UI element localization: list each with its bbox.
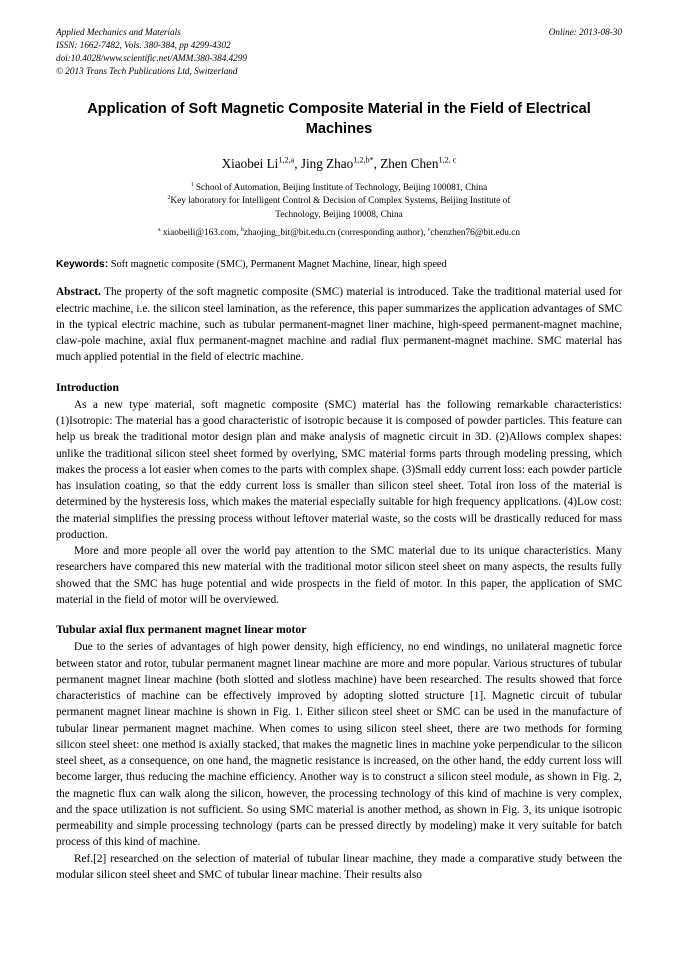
- affiliations: [56, 182, 622, 222]
- keywords-block: [56, 258, 622, 273]
- author-2-name: Jing Zhao: [300, 155, 354, 171]
- affiliation-line-2: [56, 195, 622, 208]
- author-1-name: Xiaobei Li: [221, 155, 279, 171]
- section-heading-tubular-motor: Tubular axial flux permanent magnet linear motor: [56, 623, 307, 637]
- abstract-block: [56, 284, 622, 365]
- author-1-affil-marker: 1,2,a: [278, 155, 295, 165]
- email-3: chenzhen76@bit.edu.cn: [430, 228, 521, 239]
- email-marker-a: a: [157, 227, 161, 234]
- author-3-name: Zhen Chen: [380, 155, 439, 171]
- abstract-label: Abstract.: [56, 286, 101, 299]
- keywords-text: Soft magnetic composite (SMC), Permanent Magnet Machine, linear, high speed: [108, 258, 447, 270]
- abstract-text: The property of the soft magnetic composite (SMC) material is introduced. Take the traditional material used for electric machine, i.e. the silicon steel lamination, as the reference, this paper summarizes the application advantages of SMC in the typical electric machine, such as tubular permanent-magnet liner machine, high-speed permanent-magnet machine, claw-pole machine, axial flux permanent-magnet machine and radial flux permanent-magnet machine. SMC material has much applied potential in the field of electric machine.: [56, 286, 622, 364]
- author-separator-1: ,: [294, 155, 301, 171]
- affiliation-text-1: School of Automation, Beijing Institute of Technology, Beijing 100081, China: [193, 182, 488, 193]
- journal-issn: ISSN: 1662-7482, Vols. 380-384, pp 4299-4302: [56, 40, 231, 51]
- journal-name: Applied Mechanics and Materials: [56, 27, 181, 37]
- email-marker-c: c: [427, 227, 431, 234]
- email-1: xiaobeili@163.com,: [160, 228, 241, 239]
- journal-doi: doi:10.4028/www.scientific.net/AMM.380-384.4299: [56, 53, 247, 64]
- author-3-affil-marker: 1,2, c: [438, 155, 457, 165]
- page-title: Application of Soft Magnetic Composite Material in the Field of Electrical Machines: [87, 101, 591, 137]
- author-2-affil-marker: 1,2,b*: [353, 155, 374, 165]
- affiliation-line-3: Technology, Beijing 10008, China: [275, 209, 403, 220]
- affiliation-line-1: [56, 182, 622, 195]
- affiliation-marker-2: 2: [167, 195, 171, 202]
- keywords-label: Keywords:: [56, 258, 109, 270]
- author-list: [56, 155, 622, 172]
- email-2: zhaojing_bit@bit.edu.cn (corresponding author),: [243, 228, 428, 239]
- author-emails: [56, 227, 622, 240]
- online-date: Online: 2013-08-30: [548, 27, 622, 37]
- affiliation-text-2: Key laboratory for Intelligent Control & Decision of Complex Systems, Beijing Institute of: [170, 196, 511, 207]
- email-marker-b: b: [240, 227, 244, 234]
- author-separator-2: ,: [373, 155, 381, 171]
- paragraph: Ref.[2] researched on the selection of material of tubular linear machine, they made a comparative study between the modular silicon steel sheet and SMC of tubular linear machine. Their results also: [56, 852, 622, 881]
- affiliation-marker-1: 1: [190, 181, 194, 188]
- paragraph: Due to the series of advantages of high power density, high efficiency, no end windings, no unilateral magnetic force between stator and rotor, tubular permanent magnet linear machine are more and more popular. Various structures of tubular permanent magnet linear machine (both slotted and slotless machine) have been researched. The results showed that force characteristics of machine can be effectively improved by adopting slotted structure [1]. Magnetic circuit of tubular permanent magnet linear machine is shown in Fig. 1. Either silicon steel sheet or SMC can be used in the manufacture of tubular linear permanent magnet machine. When comes to using silicon steel sheet, there are two methods for forming silicon steel sheet: one method is axially stacked, that makes the magnetic lines in machine yoke perpendicular to the silicon steel sheet, as a consequence, on one hand, the magnetic resistance is increased, on the other hand, the eddy current loss will become larger, thus reducing the machine efficiency. Another way is to construct a silicon steel module, as shown in Fig. 2, the magnetic flux can walk along the silicon, however, the processing technology of this kind of machine is very complex, and the space utilization is not sufficient. So using SMC material is another method, as shown in Fig. 3, its unique isotropic permeability and simple processing technology (parts can be pressed directly by modeling) make it very suitable for batch process of this kind of machine.: [56, 641, 622, 849]
- paragraph: More and more people all over the world pay attention to the SMC material due to its unique characteristics. Many researchers have compared this new material with the traditional motor silicon steel sheet on many aspects, the results fully showed that the SMC has huge potential and wide prospects in the field of motor. In this paper, the application of SMC material in the field of motor will be overviewed.: [56, 545, 622, 606]
- page-header: [56, 26, 622, 78]
- journal-info: [56, 26, 247, 78]
- paragraph: As a new type material, soft magnetic composite (SMC) material has the following remarkable characteristics: (1)Isotropic: The material has a good characteristic of isotropic because it is composed of powder particles. This feature can help us break the traditional motor design plan and make analysis of magnetic circuit in 3D. (2)Allows complex shapes: unlike the traditional silicon steel sheet formed by overlying, SMC material forms parts through modeling pressing, which makes the process a lot easier when comes to the parts with complex shape. (3)Small eddy current loss: each powder particle has insulation coating, so that the eddy current loss is smaller than silicon steel sheet. Total iron loss of the material is determined by the hysteresis loss, which makes the material especially suitable for high frequency applications. (4)Low cost: the material simplifies the pressing process without leftover material waste, so the costs will be drastically reduced for mass production.: [56, 398, 622, 541]
- journal-copyright: © 2013 Trans Tech Publications Ltd, Switzerland: [56, 66, 238, 77]
- section-heading-introduction: Introduction: [56, 380, 119, 394]
